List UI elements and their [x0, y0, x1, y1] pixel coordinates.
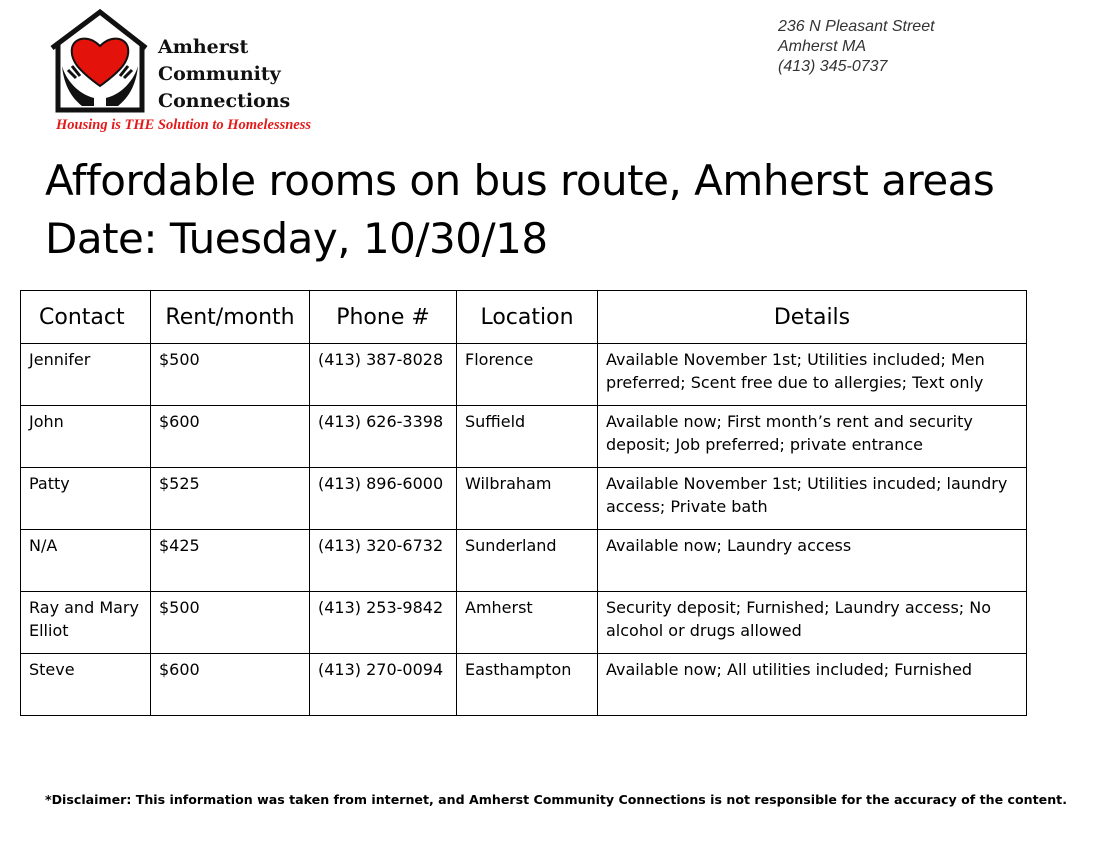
- cell-contact: Jennifer: [21, 344, 151, 406]
- cell-details: Available now; All utilities included; Furnished: [598, 654, 1027, 716]
- date-line: Date: Tuesday, 10/30/18: [45, 214, 548, 263]
- cell-phone: (413) 896-6000: [310, 468, 457, 530]
- column-header-location: Location: [457, 291, 598, 344]
- cell-location: Sunderland: [457, 530, 598, 592]
- address-street: 236 N Pleasant Street: [778, 18, 935, 35]
- cell-rent: $500: [151, 344, 310, 406]
- column-header-contact: Contact: [21, 291, 151, 344]
- tagline: Housing is THE Solution to Homelessness: [56, 117, 312, 133]
- cell-details: Available now; Laundry access: [598, 530, 1027, 592]
- cell-phone: (413) 320-6732: [310, 530, 457, 592]
- cell-phone: (413) 626-3398: [310, 406, 457, 468]
- cell-contact: Patty: [21, 468, 151, 530]
- cell-contact: Steve: [21, 654, 151, 716]
- table-row: [21, 344, 1027, 406]
- cell-location: Wilbraham: [457, 468, 598, 530]
- cell-details: Available now; First month’s rent and security deposit; Job preferred; private entrance: [598, 406, 1027, 468]
- cell-location: Suffield: [457, 406, 598, 468]
- table-header-row: [21, 291, 1027, 344]
- table-row: [21, 468, 1027, 530]
- org-name-line: Community: [158, 63, 281, 85]
- cell-rent: $500: [151, 592, 310, 654]
- table-row: [21, 592, 1027, 654]
- column-header-phone: Phone #: [310, 291, 457, 344]
- cell-rent: $525: [151, 468, 310, 530]
- column-header-details: Details: [598, 291, 1027, 344]
- cell-phone: (413) 387-8028: [310, 344, 457, 406]
- cell-contact: John: [21, 406, 151, 468]
- page-title: [45, 152, 994, 268]
- house-heart-hands-icon: [48, 8, 148, 114]
- cell-location: Florence: [457, 344, 598, 406]
- address-block: [778, 17, 935, 77]
- org-name-line: Connections: [158, 90, 291, 112]
- address-city: Amherst MA: [778, 38, 867, 55]
- table-row: [21, 654, 1027, 716]
- cell-phone: (413) 253-9842: [310, 592, 457, 654]
- cell-contact: N/A: [21, 530, 151, 592]
- title-line: Affordable rooms on bus route, Amherst areas: [45, 156, 995, 205]
- org-name: [158, 34, 290, 115]
- column-header-rent: Rent/month: [151, 291, 310, 344]
- org-name-line: Amherst: [158, 36, 249, 58]
- cell-details: Available November 1st; Utilities incuded; laundry access; Private bath: [598, 468, 1027, 530]
- cell-rent: $425: [151, 530, 310, 592]
- address-phone: (413) 345-0737: [778, 58, 888, 75]
- cell-phone: (413) 270-0094: [310, 654, 457, 716]
- table-row: [21, 530, 1027, 592]
- cell-details: Available November 1st; Utilities included; Men preferred; Scent free due to allergies; Text only: [598, 344, 1027, 406]
- table-row: [21, 406, 1027, 468]
- cell-location: Amherst: [457, 592, 598, 654]
- disclaimer: *Disclaimer: This information was taken from internet, and Amherst Community Connections is not responsible for the accuracy of the content.: [45, 792, 1067, 807]
- cell-rent: $600: [151, 654, 310, 716]
- logo: [48, 8, 348, 136]
- cell-contact: Ray and Mary Elliot: [21, 592, 151, 654]
- listings-table: [20, 290, 1027, 716]
- cell-rent: $600: [151, 406, 310, 468]
- cell-details: Security deposit; Furnished; Laundry access; No alcohol or drugs allowed: [598, 592, 1027, 654]
- cell-location: Easthampton: [457, 654, 598, 716]
